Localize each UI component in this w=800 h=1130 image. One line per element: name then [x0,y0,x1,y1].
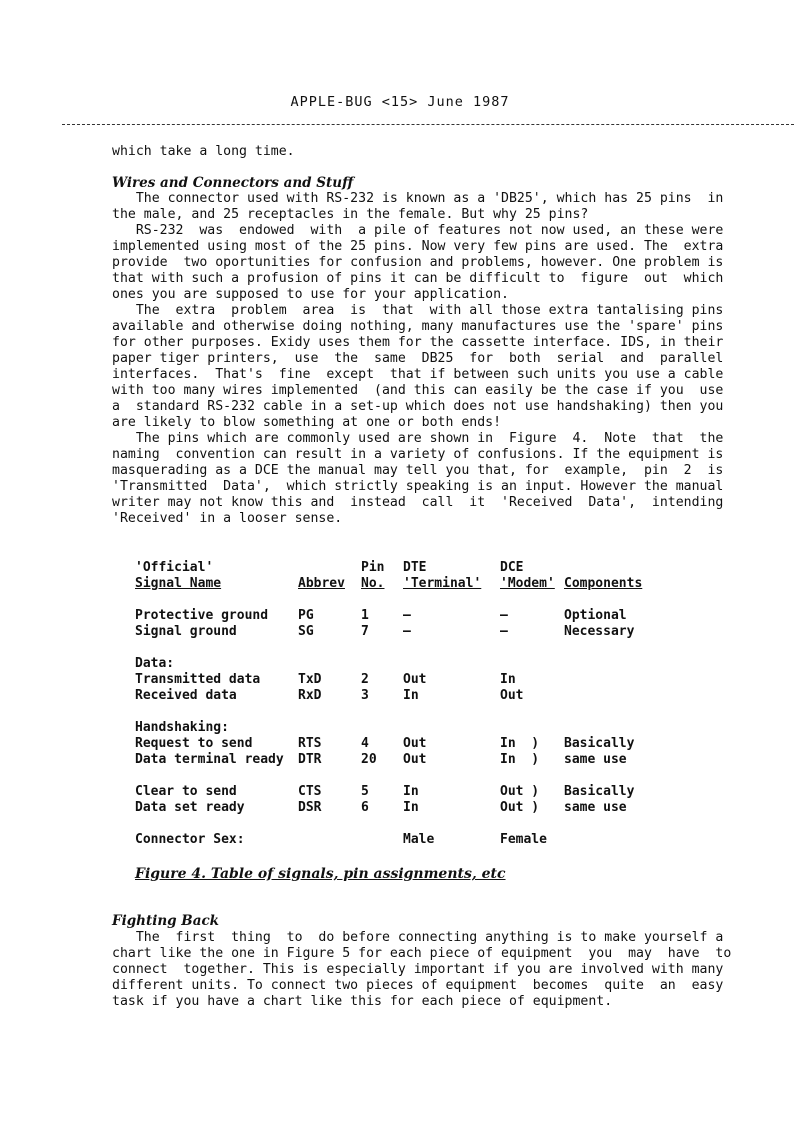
row-abbrev: TxD [298,672,322,687]
group-data-label: Data: [135,656,175,671]
page-header: APPLE-BUG <15> June 1987 [290,94,510,110]
header-modem: 'Modem' [500,576,555,591]
row-pin: 7 [361,624,369,639]
row-name: Clear to send [135,784,237,799]
row-abbrev: PG [298,608,314,623]
row-name: Data terminal ready [135,752,284,767]
row-dce: Out ) [500,800,540,815]
row-dte: Out [403,752,427,767]
row-dce: In ) [500,752,540,767]
header-abbrev: Abbrev [298,576,345,591]
row-components: same use [564,752,627,767]
row-components: Basically [564,784,635,799]
row-abbrev: RTS [298,736,322,751]
header-components: Components [564,576,643,591]
row-dte: Out [403,672,427,687]
row-abbrev: SG [298,624,314,639]
row-name: Data set ready [135,800,245,815]
header-terminal: 'Terminal' [403,576,482,591]
row-dte: Male [403,832,435,847]
row-abbrev: RxD [298,688,322,703]
row-abbrev: CTS [298,784,322,799]
intro-paragraph: which take a long time. [112,144,295,159]
section-heading-fighting-back: Fighting Back [112,913,220,929]
row-name: Protective ground [135,608,269,623]
row-components: Basically [564,736,635,751]
row-dce: — [500,624,508,639]
row-pin: 2 [361,672,369,687]
row-dte: — [403,608,411,623]
row-components: Optional [564,608,627,623]
row-dte: Out [403,736,427,751]
row-abbrev: DTR [298,752,322,767]
header-pin: Pin [361,560,385,575]
row-name: Received data [135,688,237,703]
section-body-wires: The connector used with RS-232 is known as a 'DB25', which has 25 pins in the male, and 25 receptacles in the female. But why 25 pins? RS-232 was endowed with a pile of features not now used, an these were implemented using most of the 25 pins. Now very few pins are used. The extra provide two oportunities for confusion and problems, however. One problem is that with such a profusion of pins it can be difficult to figure out which ones you are supposed to use for your application. The extra problem area is that with all those extra tantalising pins available and otherwise doing nothing, many manufactures use the 'spare' pins for other purposes. Exidy uses them for the cassette interface. IDS, in their paper tiger printers, use the same DB25 for both serial and parallel interfaces. That's fine except that if between such units you use a cable with too many wires implemented (and this can easily be the case if you use a standard RS-232 cable in a set-up which does not use handshaking) then you are likely to blow something at one or both ends! The pins which are commonly used are shown in Figure 4. Note that the naming convention can result in a variety of confusions. If the equipment is masquerading as a DCE the manual may tell you that, for example, pin 2 is 'Transmitted Data', which strictly speaking is an input. However the manual writer may not know this and instead call it 'Received Data', intending 'Received' in a looser sense. [112,191,724,526]
header-dce: DCE [500,560,524,575]
row-dte: In [403,784,419,799]
row-dce: Out [500,688,524,703]
row-dce: — [500,608,508,623]
row-pin: 6 [361,800,369,815]
row-name: Connector Sex: [135,832,245,847]
row-dce: Female [500,832,547,847]
row-dce: In [500,672,516,687]
row-dte: — [403,624,411,639]
header-signal-name: Signal Name [135,576,222,591]
row-dce: In ) [500,736,540,751]
header-official: 'Official' [135,560,214,575]
row-pin: 1 [361,608,369,623]
section-body-fighting-back: The first thing to do before connecting anything is to make yourself a chart like the one in Figure 5 for each piece of equipment you may have to connect together. This is especially important if you are involved with many different units. To connect two pieces of equipment becomes quite an easy task if you have a chart like this for each piece of equipment. [112,930,732,1009]
row-name: Signal ground [135,624,237,639]
figure-caption: Figure 4. Table of signals, pin assignments, etc [135,866,506,882]
row-pin: 5 [361,784,369,799]
row-name: Transmitted data [135,672,261,687]
row-dte: In [403,688,419,703]
row-name: Request to send [135,736,253,751]
group-handshaking-label: Handshaking: [135,720,229,735]
row-abbrev: DSR [298,800,322,815]
row-components: Necessary [564,624,635,639]
row-dte: In [403,800,419,815]
row-dce: Out ) [500,784,540,799]
header-no: No. [361,576,385,591]
header-dte: DTE [403,560,427,575]
row-pin: 4 [361,736,369,751]
section-heading-wires: Wires and Connectors and Stuff [112,175,354,191]
row-components: same use [564,800,627,815]
header-divider [62,124,794,125]
row-pin: 3 [361,688,369,703]
row-pin: 20 [361,752,377,767]
